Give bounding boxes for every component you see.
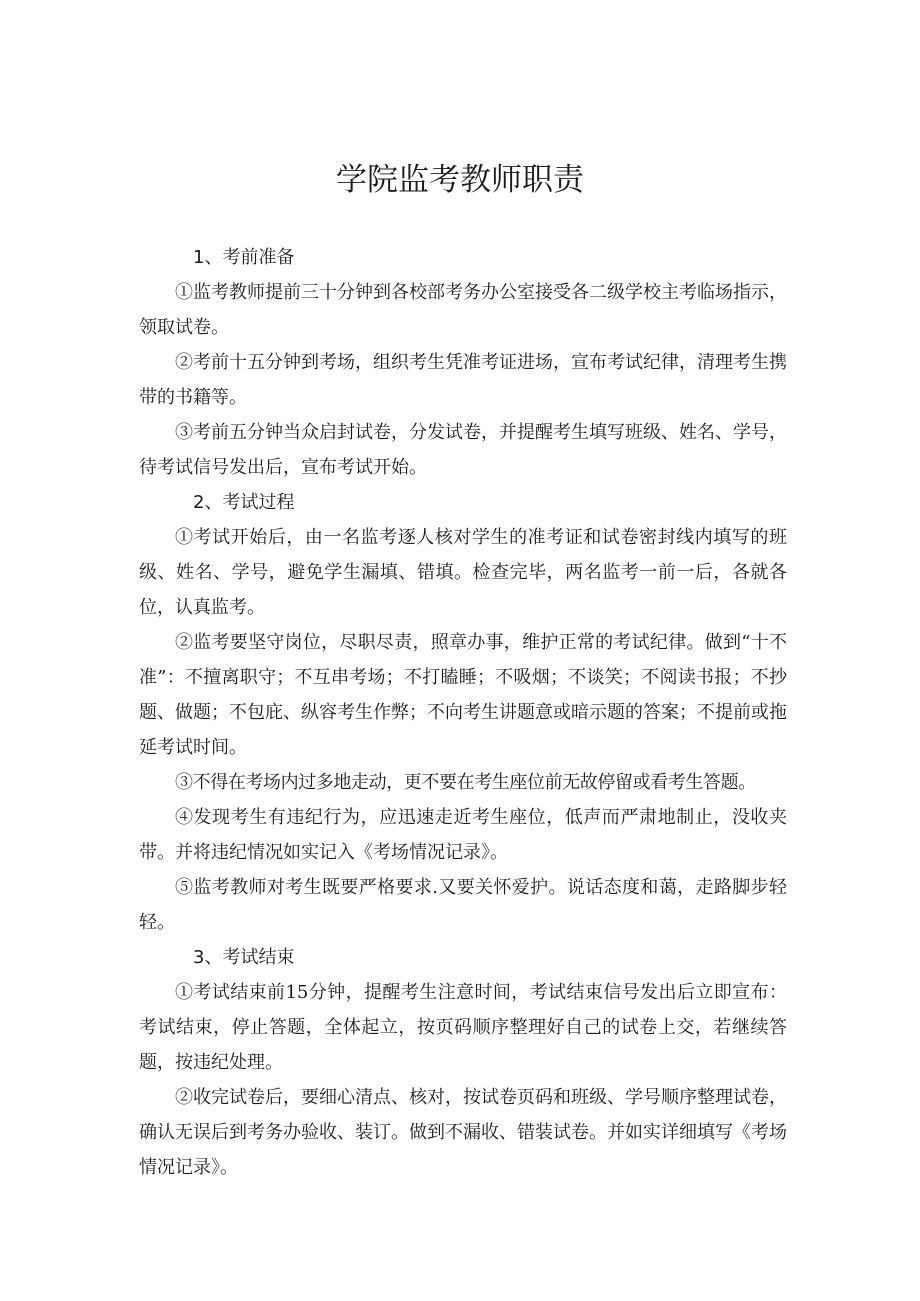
section-exam-end [139, 940, 787, 1185]
paragraph: ⑤监考教师对考生既要严格要求.又要关怀爱护。说话态度和蔼，走路脚步轻轻。 [139, 877, 787, 933]
section-heading: 3、考试结束 [193, 947, 295, 968]
paragraph: ③不得在考场内过多地走动，更不要在考生座位前无故停留或看考生答题。 [175, 772, 756, 793]
paragraph: ①考试结束前15分钟，提醒考生注意时间，考试结束信号发出后立即宣布：考试结束，停止答题，全体起立，按页码顺序整理好自己的试卷上交，若继续答题，按违纪处理。 [139, 982, 787, 1073]
paragraph: ①监考教师提前三十分钟到各校部考务办公室接受各二级学校主考临场指示，领取试卷。 [139, 282, 787, 338]
section-heading: 2、考试过程 [193, 492, 295, 513]
paragraph: ②考前十五分钟到考场，组织考生凭准考证进场，宣布考试纪律，清理考生携带的书籍等。 [139, 352, 787, 408]
paragraph: ④发现考生有违纪行为，应迅速走近考生座位，低声而严肃地制止，没收夹带。并将违纪情况如实记入《考场情况记录》。 [139, 807, 787, 863]
section-exam-preparation [139, 240, 787, 485]
paragraph: ②监考要坚守岗位，尽职尽责，照章办事，维护正常的考试纪律。做到“十不准”：不擅离职守；不互串考场；不打瞌睡；不吸烟；不谈笑；不阅读书报；不抄题、做题；不包庇、纵容考生作弊；不向考生讲题意或暗示题的答案；不提前或拖延考试时间。 [139, 632, 787, 758]
paragraph: ③考前五分钟当众启封试卷，分发试卷，并提醒考生填写班级、姓名、学号，待考试信号发出后，宣布考试开始。 [139, 422, 787, 478]
section-heading: 1、考前准备 [193, 247, 295, 268]
document-body [139, 240, 787, 1185]
paragraph: ②收完试卷后，要细心清点、核对，按试卷页码和班级、学号顺序整理试卷，确认无误后到考务办验收、装订。做到不漏收、错装试卷。并如实详细填写《考场情况记录》。 [139, 1087, 787, 1178]
paragraph: ①考试开始后，由一名监考逐人核对学生的准考证和试卷密封线内填写的班级、姓名、学号，避免学生漏填、错填。检查完毕，两名监考一前一后，各就各位，认真监考。 [139, 527, 787, 618]
document-title: 学院监考教师职责 [336, 162, 584, 198]
section-exam-process [139, 485, 787, 940]
